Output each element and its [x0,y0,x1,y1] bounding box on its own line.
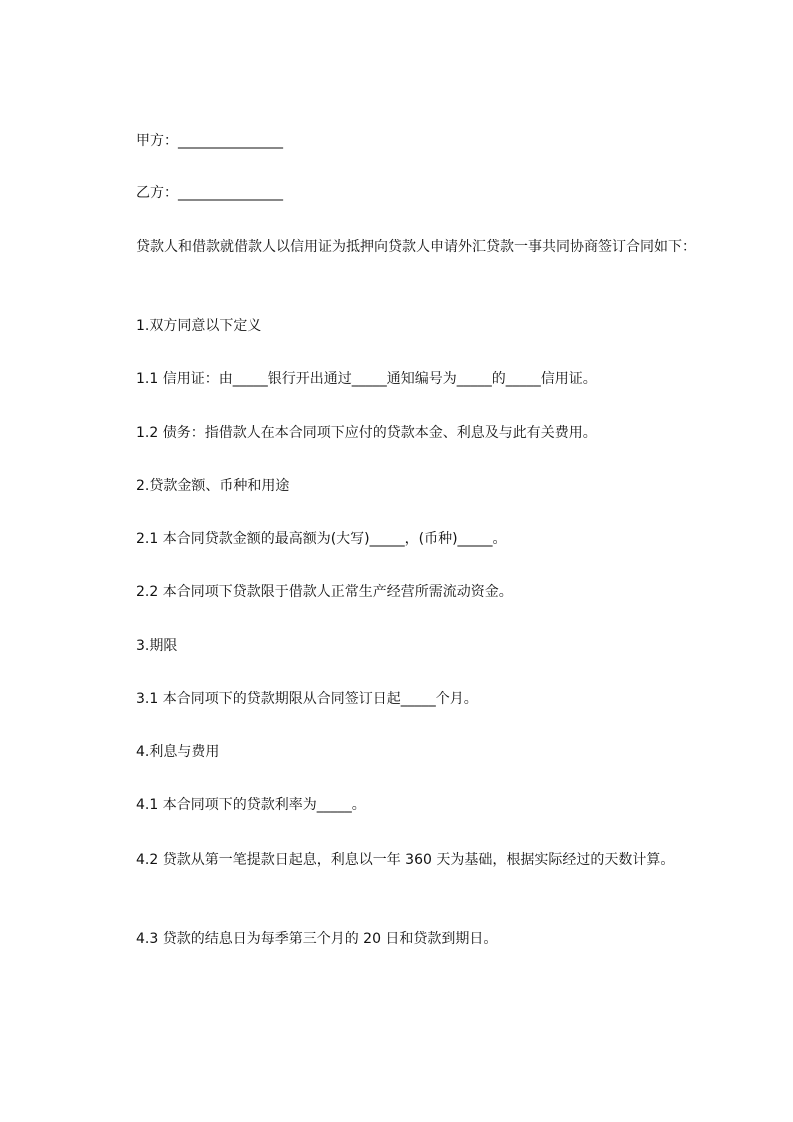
intro-paragraph: 贷款人和借款就借款人以信用证为抵押向贷款人申请外汇贷款一事共同协商签订合同如下： [136,239,696,255]
clause-1-1: 1.1 信用证：由_____银行开出通过_____通知编号为_____的_____信用证。 [136,371,597,387]
section-4-heading: 4.利息与费用 [136,744,220,760]
clause-2-2: 2.2 本合同项下贷款限于借款人正常生产经营所需流动资金。 [136,584,513,600]
party-a-line: 甲方：_______________ [136,133,283,149]
clause-3-1: 3.1 本合同项下的贷款期限从合同签订日起_____个月。 [136,691,478,707]
clause-1-2: 1.2 债务：指借款人在本合同项下应付的贷款本金、利息及与此有关费用。 [136,425,597,441]
clause-4-2: 4.2 贷款从第一笔提款日起息，利息以一年 360 天为基础，根据实际经过的天数计算。 [136,852,675,868]
section-3-heading: 3.期限 [136,638,178,654]
section-1-heading: 1.双方同意以下定义 [136,318,262,334]
clause-4-3: 4.3 贷款的结息日为每季第三个月的 20 日和贷款到期日。 [136,931,498,947]
party-b-line: 乙方：_______________ [136,185,283,201]
clause-4-1: 4.1 本合同项下的贷款利率为_____。 [136,797,366,813]
section-2-heading: 2.贷款金额、币种和用途 [136,478,290,494]
clause-2-1: 2.1 本合同贷款金额的最高额为(大写)_____，(币种)_____。 [136,531,507,547]
